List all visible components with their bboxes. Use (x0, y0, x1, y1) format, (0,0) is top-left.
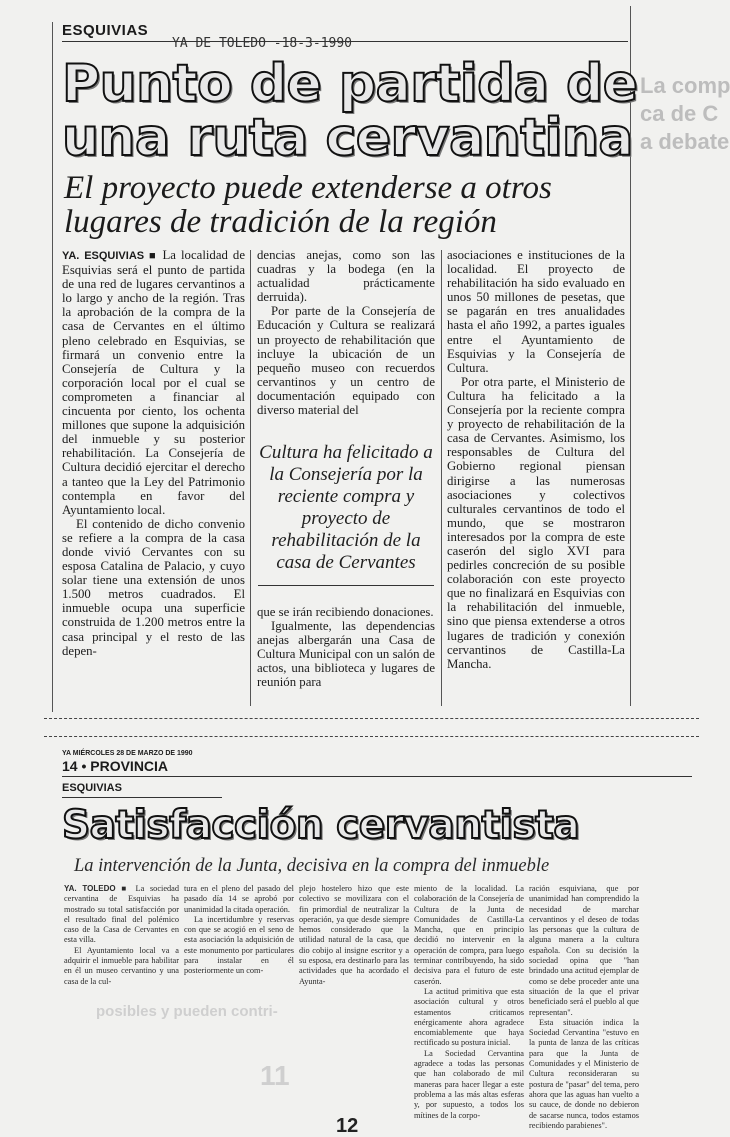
paragraph: La incertidumbre y reservas con que se acogió en el seno de esta asociación la adquisición de este monumento por particulares para instalar en él posteriormente un com- (184, 914, 294, 976)
paragraph: que se irán recibiendo donaciones. (257, 605, 434, 619)
subhead-line-2: lugares de tradición de la región (64, 204, 497, 240)
page-section: 14 • PROVINCIA (62, 758, 169, 774)
column-rule (250, 250, 251, 706)
article-column-3 (447, 248, 625, 706)
section-label: ESQUIVIAS (62, 22, 149, 39)
cut-line (44, 736, 699, 737)
paragraph: Por otra parte, el Ministerio de Cultura ha felicitado a la Consejería por la reciente compra y proyecto de rehabilitación de la casa de Cervantes. Asimismo, los responsables de Cultura del Gobierno regional piensan dirigirse a las numerosas asociaciones y colectivos culturales cervantinos de todo el mundo, que se mostraron interesados por la compra de este caserón del siglo XVI para pedirles concreción de su posible colaboración con este proyecto que no finalizará en Esquivias con la rehabilitación del inmueble, sino que piensa extenderse a otros lugares de tradición y conexión cervantinos de Castilla-La Mancha. (447, 374, 625, 671)
page-number: 12 (336, 1115, 359, 1137)
paragraph: El Ayuntamiento local va a adquirir el inmueble para habilitar en él un museo cervantino y una casa de la cul- (64, 945, 179, 986)
pull-quote-rule (258, 585, 434, 586)
bleed-through-text: La comp ca de C a debate (640, 73, 730, 154)
left-margin-rule (52, 22, 53, 712)
article-column-2-top (257, 248, 435, 438)
paragraph: Esta situación indica la Sociedad Cervantina "estuvo en la punta de lanza de las críticas para que la Junta de Comunidades y el Ministerio de Cultura reconsideraran su postura de "pasar" del tema, pero ahora que las aguas han vuelto a su cauce, de donde no debieron de sacarse nunca, todos estamos recibiendo parabienes". (529, 1017, 639, 1130)
bleed-through-text: posibles y pueden contri- (96, 1003, 278, 1020)
section-rule (62, 797, 222, 798)
paragraph: ración esquiviana, que por unanimidad han comprendido la necesidad de marchar cervantinos y el deseo de todas las personas que la cultura de alguna manera a la cultura española. Con su decisión la sociedad opina que "han brindado una actitud ejemplar de como se debe proceder ante una situación de la que el privar beneficiado será el pueblo al que representan". (529, 884, 639, 1017)
byline: YA. TOLEDO ■ (64, 884, 130, 893)
byline: YA. ESQUIVIAS ■ (62, 250, 158, 262)
headline-line-2: una ruta cervantina (62, 108, 633, 168)
cut-line (44, 718, 699, 719)
paragraph: La localidad de Esquivias será el punto de partida de una red de lugares cervantinos a lo largo y ancho de la región. Tras la aprobación de la compra de la casa de Cervantes en el último pleno celebrado en Esquivias, se firmará un convenio entre la Consejería de Cultura y la corporación local por el cual se comprometen a financiar al cincuenta por ciento, los ochenta millones que supone la adquisición del inmueble y su posterior rehabilitación. La Consejería de Cultura decidió ejercitar el derecho a tanteo que la Ley del Patrimonio contempla en favor del Ayuntamiento local. (62, 248, 245, 517)
headline-line-1: Punto de partida de (62, 54, 638, 114)
column-rule (441, 250, 442, 706)
paragraph: La sociedad cervantina de Esquivias ha mostrado su total satisfacción por el resultado final del polémico caso de la Casa de Cervantes en esta villa. (64, 884, 179, 945)
article-column-3 (299, 884, 409, 990)
paragraph: plejo hostelero hizo que este colectivo se movilizara con el fin primordial de neutralizar la operación, ya que desde siempre hemos considerado que la utilidad natural de la casa, que dio cobijo al insigne escritor y a su esposa, era destinarlo para las actividades que ha acordado el Ayunta- (299, 884, 409, 986)
article-column-2-bottom (257, 605, 435, 706)
article-column-1 (62, 248, 245, 706)
paragraph: La actitud primitiva que esta asociación cultural y otros estamentos criticamos enérgicamente ahora agradece encomiablemente que haya rectificado su postura inicial. (414, 986, 524, 1048)
paragraph: miento de la localidad. La colaboración de la Consejería de Cultura de la Junta de Comunidades de Castilla-La Mancha, que en principio decidió no intervenir en la operación de compra, para luego terminar contribuyendo, ha sido decisiva para el futuro de este caserón. (414, 884, 524, 986)
handwritten-note: YA DE TOLEDO -18-3-1990 (172, 36, 353, 51)
paragraph: asociaciones e instituciones de la localidad. El proyecto de rehabilitación ha sido evaluado en unos 50 millones de pesetas, que se pagarán en tres anualidades hasta el año 1992, a partes iguales entre el Ayuntamiento de Esquivias y la Consejería de Cultura. (447, 248, 625, 375)
headline: Satisfacción cervantista (62, 803, 580, 848)
paragraph: tura en el pleno del pasado del pasado día 14 se aprobó por unanimidad la citada operación. (184, 884, 294, 914)
article-column-2 (184, 884, 294, 990)
masthead-date: YA MIÉRCOLES 28 DE MARZO DE 1990 (62, 750, 193, 757)
article-column-1 (64, 884, 179, 990)
subhead: La intervención de la Junta, decisiva en la compra del inmueble (74, 856, 550, 876)
subhead-line-1: El proyecto puede extenderse a otros (64, 170, 552, 206)
paragraph: dencias anejas, como son las cuadras y la bodega (en la actualidad prácticamente derruida). (257, 248, 435, 305)
article-column-5 (529, 884, 639, 1130)
paragraph: Igualmente, las dependencias anejas albergarán una Casa de Cultura Municipal con un salón de actos, una biblioteca y lugares de reunión para (257, 619, 435, 690)
section-label: ESQUIVIAS (62, 782, 122, 794)
paragraph: La Sociedad Cervantina agradece a todas las personas que han colaborado de mil maneras para hacer llegar a este problema a las más altas esferas y, por supuesto, a todos los mítines de la corpo- (414, 1048, 524, 1120)
bleed-through-text: 11 (260, 1060, 290, 1091)
paragraph: El contenido de dicho convenio se refiere a la compra de la casa donde vivió Cervantes con su esposa Catalina de Palacio, y cuyo solar tiene una extensión de unos 1.500 metros cuadrados. El inmueble ocupa una superficie construida de 1.200 metros entre la casa principal y el resto de las depen- (62, 516, 245, 658)
section-rule (62, 776, 692, 777)
article-column-4 (414, 884, 524, 1120)
paragraph: Por parte de la Consejería de Educación y Cultura se realizará un proyecto de rehabilitación que incluye la ubicación de un pequeño museo con recuerdos cervantinos y un centro de documentación equipado con diverso material del (257, 304, 435, 418)
pull-quote: Cultura ha felicitado a la Consejería por la reciente compra y proyecto de rehabilitación de la casa de Cervantes (259, 442, 433, 573)
